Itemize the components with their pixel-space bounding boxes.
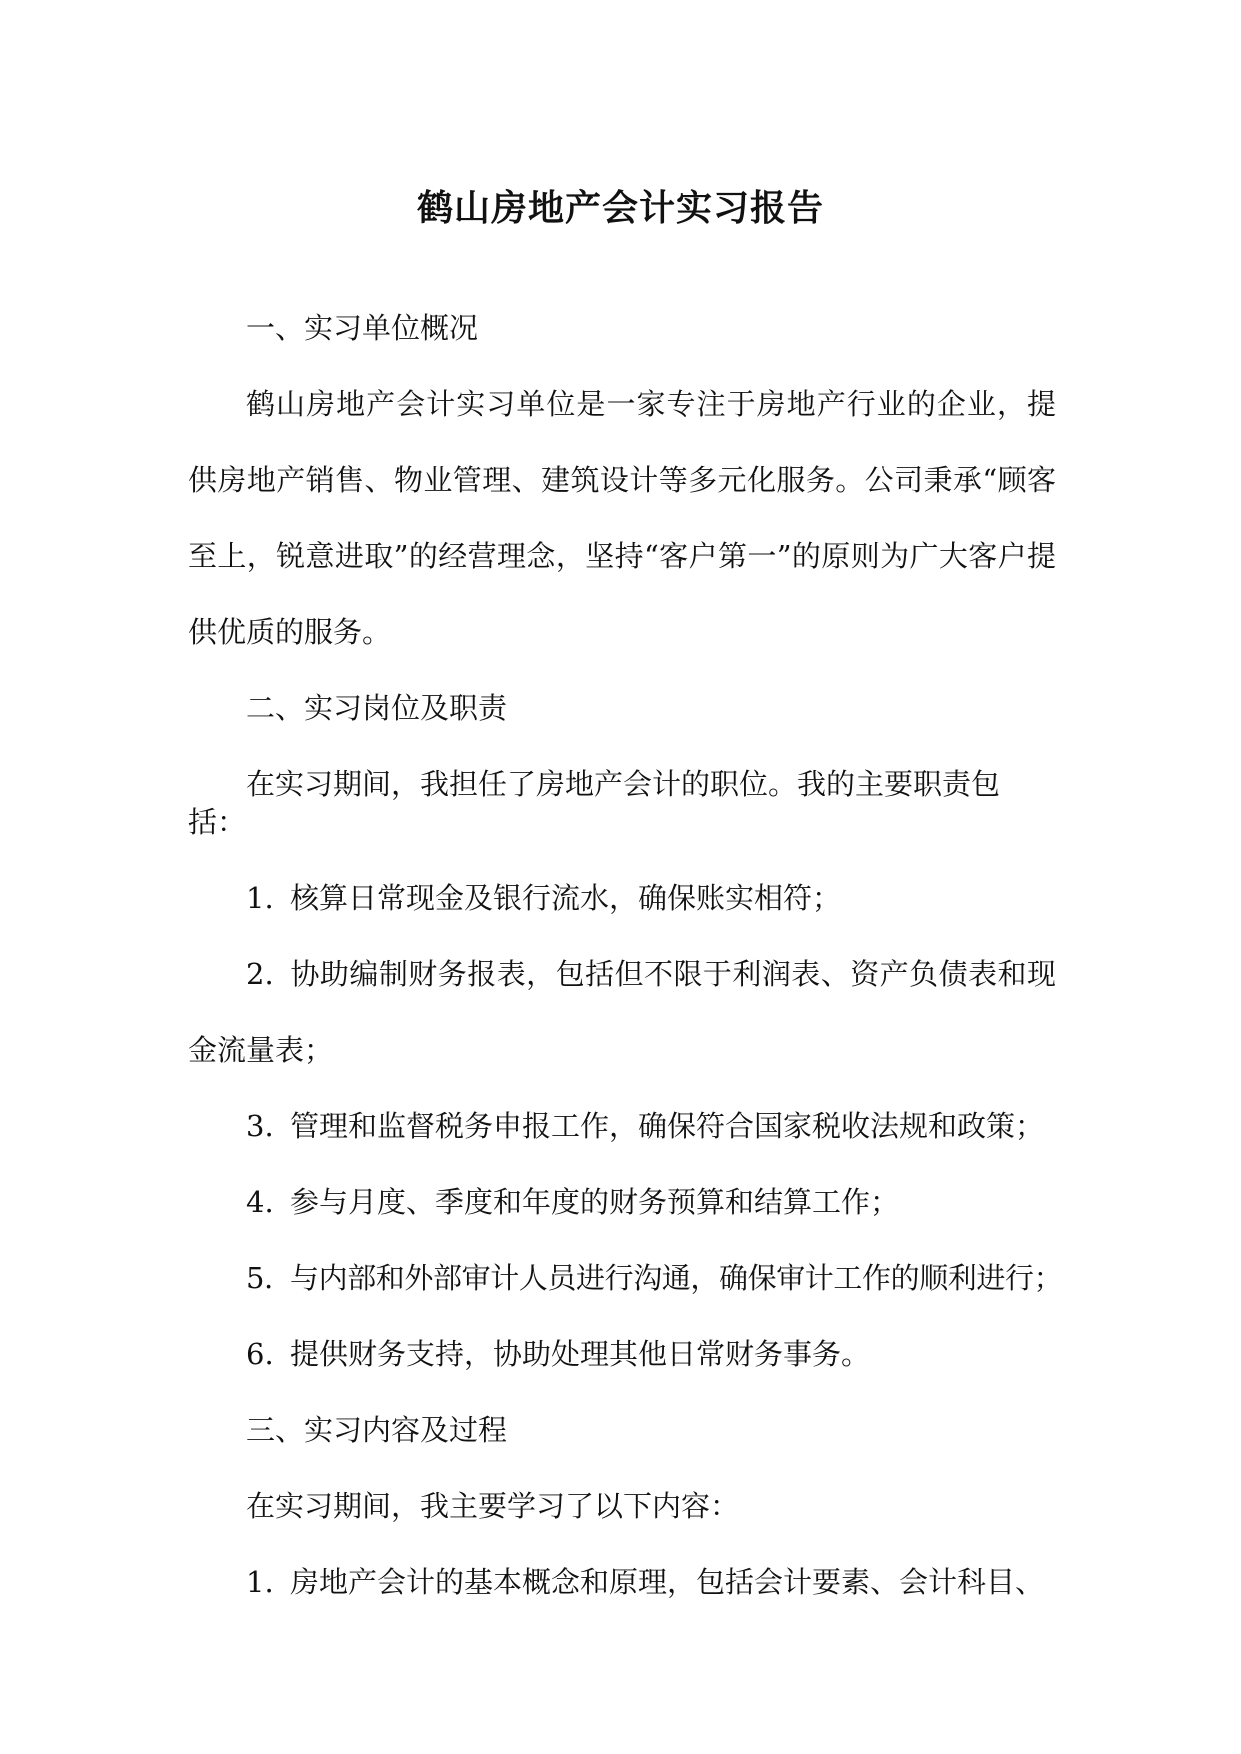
list-item-text: 与内部和外部审计人员进行沟通，确保审计工作的顺利进行；	[290, 1261, 1063, 1295]
list-item-text: 核算日常现金及银行流水，确保账实相符；	[290, 881, 842, 915]
list-item-number: 5.	[246, 1261, 273, 1295]
section-heading-1: 一、实习单位概况	[246, 311, 479, 345]
list-item-number: 4.	[246, 1185, 274, 1219]
list-item-text: 管理和监督税务申报工作，确保符合国家税收法规和政策；	[290, 1109, 1045, 1143]
list-item-number: 2.	[246, 957, 274, 991]
list-item-number: 1.	[246, 1565, 274, 1599]
list-item-text: 参与月度、季度和年度的财务预算和结算工作；	[290, 1185, 900, 1219]
list-item-text: 提供财务支持，协助处理其他日常财务事务。	[290, 1337, 871, 1371]
document-title: 鹤山房地产会计实习报告	[416, 187, 824, 229]
paragraph-duties-intro: 在实习期间，我担任了房地产会计的职位。我的主要职责包括：	[188, 767, 1001, 839]
list-item	[188, 936, 1056, 1088]
paragraph-learning-intro: 在实习期间，我主要学习了以下内容：	[246, 1489, 740, 1523]
list-item	[188, 1259, 1063, 1297]
list-item	[188, 879, 1056, 917]
list-item	[188, 1335, 1056, 1373]
section-heading-2: 二、实习岗位及职责	[246, 691, 508, 725]
list-item-number: 6.	[246, 1337, 274, 1371]
list-item-text: 房地产会计的基本概念和原理，包括会计要素、会计科目、	[290, 1565, 1045, 1599]
section-heading-3: 三、实习内容及过程	[246, 1413, 508, 1447]
paragraph-company-overview: 鹤山房地产会计实习单位是一家专注于房地产行业的企业，提供房地产销售、物业管理、建筑设计等多元化服务。公司秉承“顾客至上，锐意进取”的经营理念，坚持“客户第一”的原则为广大客户提供优质的服务。	[188, 387, 1056, 649]
list-item-number: 1.	[246, 881, 274, 915]
document-body	[188, 309, 1063, 1639]
list-item	[188, 1563, 1056, 1601]
list-item	[188, 1183, 1056, 1221]
list-item-text: 协助编制财务报表，包括但不限于利润表、资产负债表和现金流量表；	[188, 957, 1056, 1067]
list-item	[188, 1107, 1056, 1145]
list-item-number: 3.	[246, 1109, 274, 1143]
